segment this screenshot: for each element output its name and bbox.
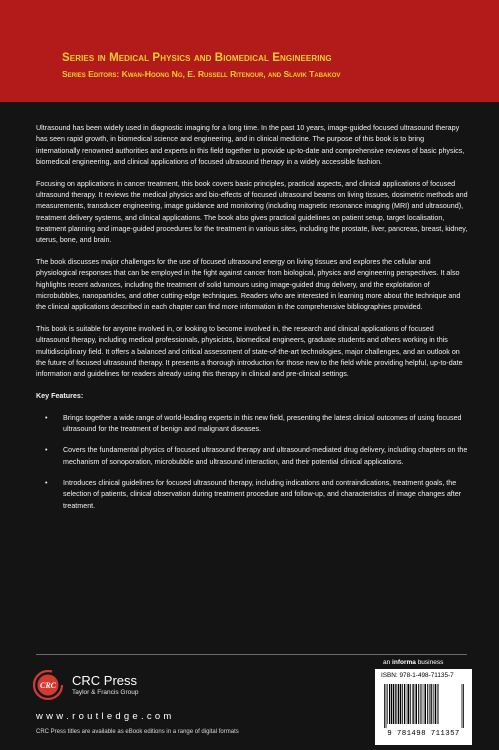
isbn-barcode-box <box>375 669 472 745</box>
informa-business-line: an informa business <box>383 659 444 666</box>
barcode-bar <box>437 684 438 724</box>
description-paragraph-3: The book discusses major challenges for the use of focused ultrasound energy on living tissues and explores the cellular and physiological responses that can be employed in the fight against cancer from biological, physics and engineering perspectives. It also highlights recent advances, including the treatment of solid tumours using image-guided drug delivery, and the exploitation of microbubbles, nanoparticles, and other cutting-edge techniques. Readers who are interested in learning more about the technique and the clinical applications described in each chapter can find more information in the comprehensive bibliographies provided. <box>36 257 461 312</box>
barcode-bar <box>429 684 430 724</box>
crc-press-logo-icon <box>33 670 63 700</box>
barcode-icon <box>383 684 465 728</box>
series-title: Series in Medical Physics and Biomedical Engineering <box>62 52 332 64</box>
bullet-icon: • <box>45 446 48 455</box>
description-paragraph-1: Ultrasound has been widely used in diagnostic imaging for a long time. In the past 10 years, image-guided focused ultrasound therapy has seen rapid growth, in biomedical science and engineering, and in clinical medicine. The purpose of this book is to bring internationally renowned authorities and experts in this field together to provide up-to-date and comprehensive reviews of basic physics, biomedical engineering, and clinical applications of focused ultrasound therapy in a widely accessible fashion. <box>36 124 465 166</box>
barcode-bar <box>435 684 437 724</box>
barcode-bar <box>402 684 403 724</box>
feature-text: Brings together a wide range of world-leading experts in this new field, presenting the latest clinical outcomes of using focused ultrasound for the treatment of benign and malignant diseases. <box>63 413 462 434</box>
key-features-list <box>36 413 468 512</box>
isbn-number: ISBN: 978-1-498-71135-7 <box>381 672 454 679</box>
barcode-bar <box>433 684 434 724</box>
barcode-bar <box>391 684 393 724</box>
barcode-bar <box>389 684 390 724</box>
feature-item <box>36 445 468 468</box>
feature-item <box>36 478 468 512</box>
back-cover-description <box>36 123 468 522</box>
barcode-bar <box>418 684 419 724</box>
barcode-bar <box>431 684 432 724</box>
description-paragraph-2: Focusing on applications in cancer treatment, this book covers basic principles, practical aspects, and clinical applications of focused ultrasound therapy. It reviews the medical physics and bio-effects of focused ultrasound beams on living tissues, dosimetric methods and measurements, transducer engineering, image guidance and monitoring (including magnetic resonance imaging (MRI) and ultrasound), treatment delivery systems, and clinical applications. The book also gives practical guidelines on patient setup, target localisation, treatment planning and image-guided procedures for the treatment in various sites, including the prostate, liver, pancreas, breast, kidney, uterus, bone, and brain. <box>36 179 468 245</box>
barcode-bar <box>427 684 428 724</box>
bullet-icon: • <box>45 478 48 487</box>
barcode-bar <box>408 684 410 724</box>
barcode-bar <box>387 684 388 724</box>
barcode-bar <box>396 684 397 724</box>
series-editors: Series Editors: Kwan-Hoong Ng, E. Russell Ritenour, and Slavik Tabakov <box>62 69 341 79</box>
svg-text:CRC: CRC <box>39 681 57 690</box>
barcode-bar <box>398 684 400 724</box>
barcode-bar <box>463 684 464 728</box>
publisher-group: Taylor & Francis Group <box>72 689 139 696</box>
barcode-bar <box>413 684 414 724</box>
barcode-bar <box>384 684 385 728</box>
barcode-digits: 9 781498 711357 <box>387 730 460 738</box>
barcode-bar <box>393 684 394 724</box>
barcode-bar <box>410 684 411 724</box>
barcode-bar <box>400 684 401 724</box>
feature-text: Introduces clinical guidelines for focused ultrasound therapy, including indications and contraindications, treatment goals, the selection of patients, clinical observation during treatment procedure and follow-up, and characteristics of image changes after treatment. <box>63 478 462 510</box>
description-paragraph-4: This book is suitable for anyone involved in, or looking to become involved in, the research and clinical applications of focused ultrasound therapy, including medical professionals, physicists, biomedical engineers, graduate students and others working in this multidisciplinary field. It offers a balanced and critical assessment of state-of-the-art technologies, major challenges, and an outlook on the future of focused ultrasound therapy. It presents a thorough introduction for those new to the field while providing helpful, up-to-date information and guidelines for readers already using this therapy in clinical and pre-clinical settings. <box>36 324 463 379</box>
barcode-bar <box>423 684 424 724</box>
barcode-bar <box>386 684 387 728</box>
barcode-bar <box>404 684 405 724</box>
series-header-band <box>0 0 499 102</box>
barcode-bar <box>462 684 463 728</box>
barcode-bar <box>425 684 427 724</box>
feature-text: Covers the fundamental physics of focused ultrasound therapy and ultrasound-mediated drug delivery, including chapters on the mechanism of sonoporation, microbubble and ultrasound interaction, and their potential clinical applications. <box>63 446 468 466</box>
barcode-bar <box>420 684 421 724</box>
publisher-name: CRC Press <box>72 673 138 688</box>
barcode-bar <box>395 684 396 724</box>
barcode-bar <box>412 684 413 724</box>
ebook-availability-note: CRC Press titles are available as eBook editions in a range of digital formats <box>36 729 239 735</box>
feature-item <box>36 413 468 436</box>
bullet-icon: • <box>45 413 48 422</box>
informa-brand: informa <box>392 659 416 666</box>
publisher-website[interactable]: w w w . r o u t l e d g e . c o m <box>36 711 172 722</box>
barcode-bar <box>406 684 407 724</box>
barcode-bar <box>416 684 418 724</box>
footer-divider <box>36 654 467 655</box>
key-features-heading: Key Features: <box>36 391 84 400</box>
